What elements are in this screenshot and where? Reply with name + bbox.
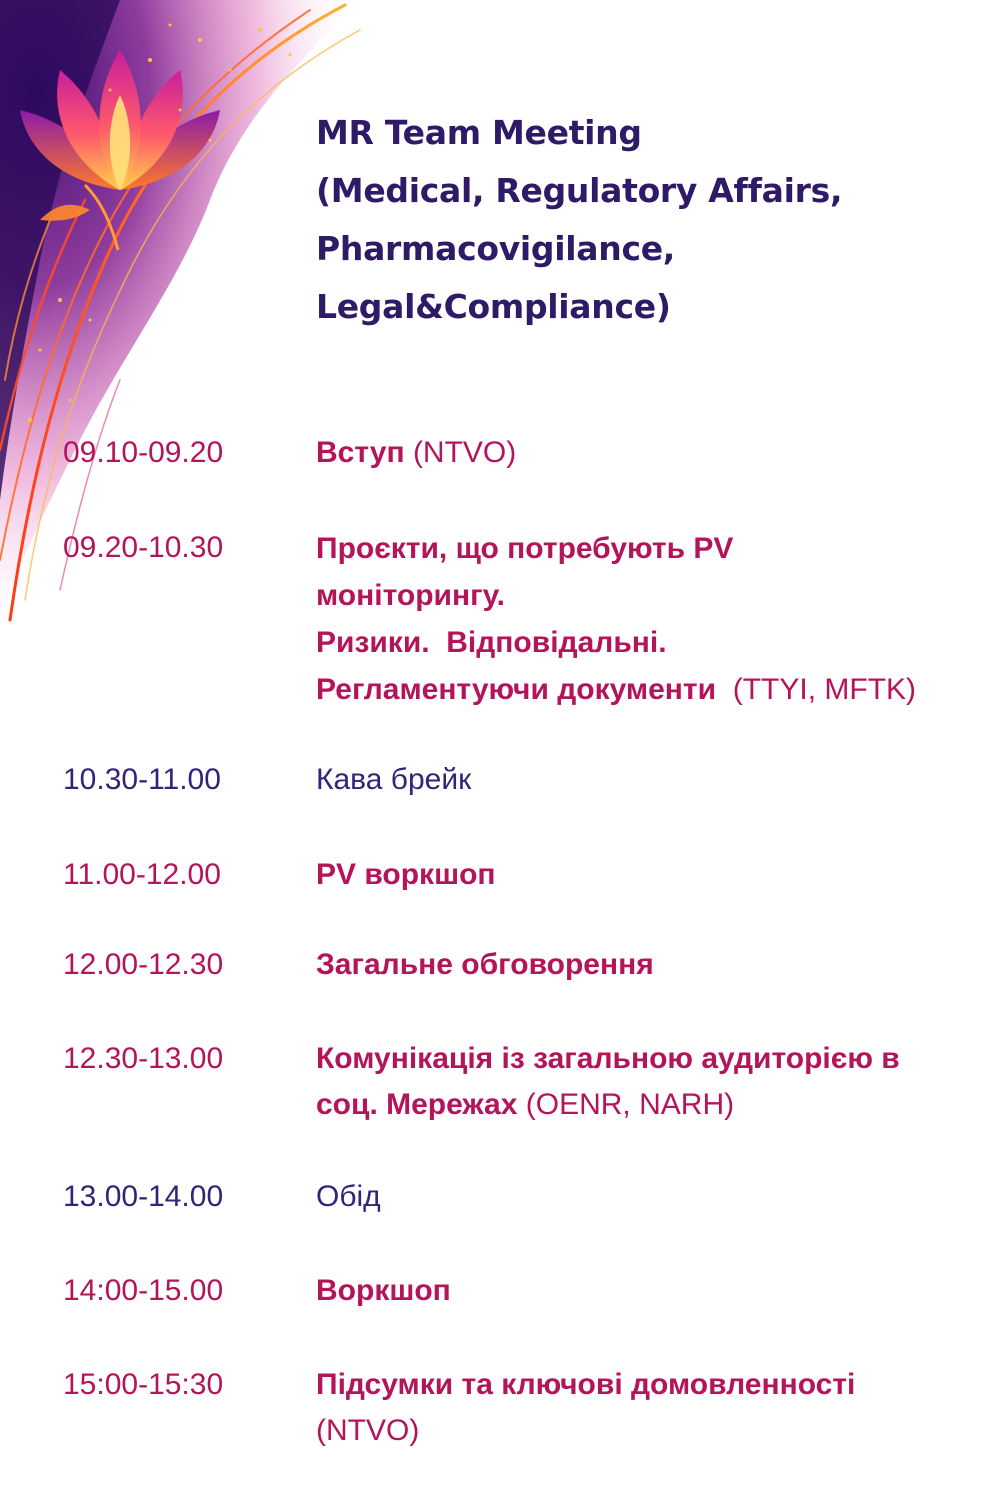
agenda-time: 14:00-15.00 xyxy=(63,1274,224,1307)
agenda-time: 12.00-12.30 xyxy=(63,948,224,981)
agenda-time: 15:00-15:30 xyxy=(63,1368,224,1401)
agenda-presenter: (NTVO) xyxy=(316,1414,420,1447)
agenda-description xyxy=(316,942,986,988)
agenda-time: 10.30-11.00 xyxy=(63,763,221,796)
agenda-time: 12.30-13.00 xyxy=(63,1042,224,1075)
agenda-title: Ризики. Відповідальні. xyxy=(316,626,667,659)
page-title xyxy=(316,104,976,336)
agenda-time: 09.10-09.20 xyxy=(63,436,224,469)
agenda-title: Комунікація із загальною аудиторією в xyxy=(316,1042,900,1075)
agenda-title: моніторингу. xyxy=(316,579,505,612)
agenda-description xyxy=(316,1362,986,1454)
agenda-description xyxy=(316,757,986,803)
agenda-presenter: (TTYI, MFTK) xyxy=(732,673,917,706)
agenda-description xyxy=(316,1268,986,1314)
agenda-title: Регламентуючи документи xyxy=(316,673,717,706)
agenda-time: 11.00-12.00 xyxy=(63,858,221,891)
agenda-title: Підсумки та ключові домовленності xyxy=(316,1368,856,1401)
agenda-time: 09.20-10.30 xyxy=(63,531,224,564)
agenda-title: Обід xyxy=(316,1180,381,1213)
agenda-presenter: (OENR, NARH) xyxy=(525,1088,735,1121)
agenda-presenter: (NTVO) xyxy=(412,436,517,469)
agenda-title: соц. Мережах xyxy=(316,1088,518,1121)
agenda-title: Загальне обговорення xyxy=(316,948,654,981)
title-line: (Medical, Regulatory Affairs, xyxy=(316,171,843,210)
agenda-title: PV воркшоп xyxy=(316,858,496,891)
agenda-description xyxy=(316,430,986,476)
title-line: Legal&Compliance) xyxy=(316,287,671,326)
title-line: Pharmacovigilance, xyxy=(316,229,676,268)
agenda-description xyxy=(316,1036,986,1128)
agenda-description xyxy=(316,525,986,713)
agenda-description xyxy=(316,1174,986,1220)
title-line: MR Team Meeting xyxy=(316,113,642,152)
agenda-description xyxy=(316,852,986,898)
agenda-title: Воркшоп xyxy=(316,1274,451,1307)
agenda-title: Проєкти, що потребують PV xyxy=(316,532,734,565)
agenda-title: Вступ xyxy=(316,436,405,469)
agenda-time: 13.00-14.00 xyxy=(63,1180,224,1213)
agenda-title: Кава брейк xyxy=(316,763,472,796)
